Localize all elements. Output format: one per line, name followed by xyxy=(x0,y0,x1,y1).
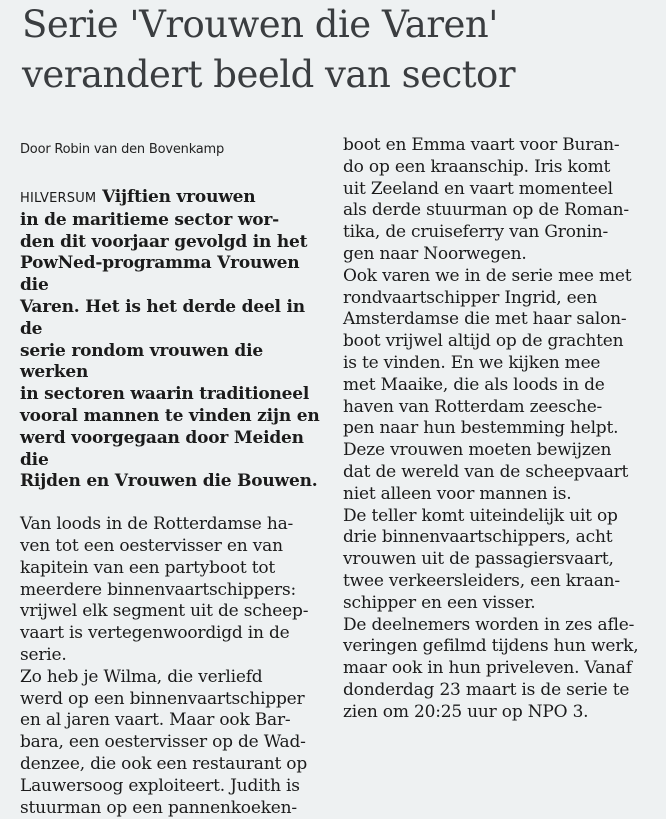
body-paragraph: Van loods in de Rotterdamse ha- ven tot een oestervisser en van kapitein van een partyboot tot meerdere binnenvaartschippers: vrijwel elk segment uit de scheep- vaart is vertegenwoordigd in de serie. xyxy=(20,514,309,665)
body-paragraph: De teller komt uiteindelijk uit op drie binnenvaartschippers, acht vrouwen uit de passagiersvaart, twee verkeersleiders, een kraan- schipper en een visser. xyxy=(343,505,620,613)
lead-text: Vijftien vrouwen in de maritieme sector wor- den dit voorjaar gevolgd in het PowNed-programma Vrouwen die Varen. Het is het derde deel in de serie rondom vrouwen die werken in sectoren waarin traditioneel vooral mannen te vinden zijn en werd voorgegaan door Meiden die Rijden en Vrouwen die Bouwen. xyxy=(20,187,320,492)
headline: Serie 'Vrouwen die Varen' verandert beeld van sector xyxy=(22,3,516,96)
body-paragraph: Zo heb je Wilma, die verliefd werd op een binnenvaartschipper en al jaren vaart. Maar ook Bar- bara, een oestervisser op de Wad- denzee, die ook een restaurant op Lauwersoog exploiteert. Judith is stuurman op een pannenkoeken- xyxy=(20,666,307,818)
body-paragraph: Ook varen we in de serie mee met rondvaartschipper Ingrid, een Amsterdamse die met haar salon- boot vrijwel altijd op de grachten is te vinden. En we kijken mee met Maaike, die als loods in de haven van Rotterdam zeesche- pen naar hun bestemming helpt. Deze vrouwen moeten bewijzen dat de wereld van de scheepvaart niet alleen voor mannen is. xyxy=(343,265,632,504)
article-column-left xyxy=(20,135,326,819)
dateline: HILVERSUM xyxy=(20,191,97,206)
body-paragraph: boot en Emma vaart voor Buran- do op een kraanschip. Iris komt uit Zeeland en vaart momenteel als derde stuurman op de Roman- tika, de cruiseferry van Gronin- gen naar Noorwegen. xyxy=(343,135,629,264)
article-column-right xyxy=(343,135,663,724)
byline: Door Robin van den Bovenkamp xyxy=(20,142,225,157)
lead-paragraph xyxy=(20,187,326,493)
body-paragraph: De deelnemers worden in zes afle- veringen gefilmd tijdens hun werk, maar ook in hun priveleven. Vanaf donderdag 23 maart is de serie te zien om 20:25 uur op NPO 3. xyxy=(343,614,639,722)
